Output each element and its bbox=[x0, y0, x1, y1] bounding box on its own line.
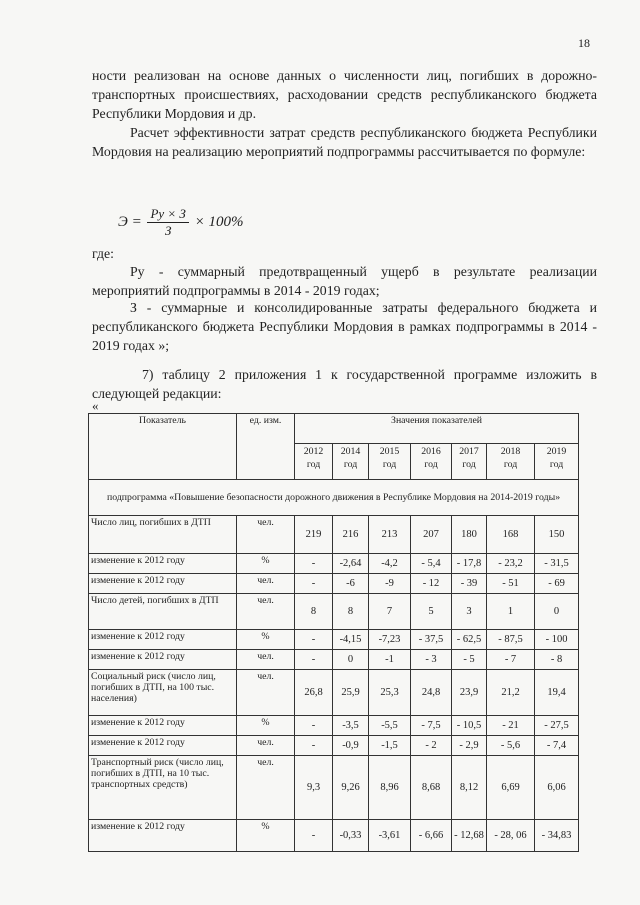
value-cell: - 7,4 bbox=[535, 736, 579, 756]
indicator-label: изменение к 2012 году bbox=[89, 736, 237, 756]
value-cell: - 12 bbox=[411, 574, 452, 594]
value-cell: - 87,5 bbox=[487, 630, 535, 650]
value-cell: 7 bbox=[369, 594, 411, 630]
indicator-label: изменение к 2012 году bbox=[89, 554, 237, 574]
value-cell: - 2 bbox=[411, 736, 452, 756]
table-row bbox=[89, 736, 579, 756]
formula-rhs: × 100% bbox=[194, 213, 244, 230]
value-cell: - 5,6 bbox=[487, 736, 535, 756]
indicator-label: изменение к 2012 году bbox=[89, 716, 237, 736]
unit-cell: % bbox=[237, 820, 295, 852]
value-cell: - 34,83 bbox=[535, 820, 579, 852]
value-cell: 9,3 bbox=[295, 756, 333, 820]
value-cell: 207 bbox=[411, 516, 452, 554]
value-cell: 150 bbox=[535, 516, 579, 554]
efficiency-formula bbox=[118, 206, 244, 239]
formula-denominator: З bbox=[164, 223, 172, 238]
value-cell: 23,9 bbox=[452, 670, 487, 716]
table-row bbox=[89, 716, 579, 736]
value-cell: 0 bbox=[535, 594, 579, 630]
year-value: 2019 bbox=[546, 446, 567, 457]
value-cell: -9 bbox=[369, 574, 411, 594]
value-cell: - 100 bbox=[535, 630, 579, 650]
value-cell: - 39 bbox=[452, 574, 487, 594]
table-row bbox=[89, 820, 579, 852]
value-cell: -3,61 bbox=[369, 820, 411, 852]
year-header bbox=[369, 444, 411, 480]
value-cell: 6,69 bbox=[487, 756, 535, 820]
year-value: 2014 bbox=[340, 446, 361, 457]
unit-cell: чел. bbox=[237, 650, 295, 670]
value-cell: -4,15 bbox=[333, 630, 369, 650]
value-cell: 0 bbox=[333, 650, 369, 670]
unit-cell: % bbox=[237, 630, 295, 650]
table-row bbox=[89, 594, 579, 630]
value-cell: - 3 bbox=[411, 650, 452, 670]
indicator-label: Транспортный риск (число лиц, погибших в ДТП, на 10 тыс. транспортных средств) bbox=[89, 756, 237, 820]
year-suffix: год bbox=[343, 459, 358, 470]
indicator-label: изменение к 2012 году bbox=[89, 650, 237, 670]
unit-cell: % bbox=[237, 554, 295, 574]
value-cell: -6 bbox=[333, 574, 369, 594]
value-cell: 19,4 bbox=[535, 670, 579, 716]
value-cell: -4,2 bbox=[369, 554, 411, 574]
value-cell: 26,8 bbox=[295, 670, 333, 716]
paragraph-where: где: bbox=[92, 246, 114, 261]
value-cell: - bbox=[295, 630, 333, 650]
year-header bbox=[535, 444, 579, 480]
value-cell: -0,9 bbox=[333, 736, 369, 756]
value-cell: - 10,5 bbox=[452, 716, 487, 736]
value-cell: - bbox=[295, 820, 333, 852]
year-header bbox=[452, 444, 487, 480]
value-cell: - 27,5 bbox=[535, 716, 579, 736]
formula-lhs: Э = bbox=[118, 213, 142, 230]
value-cell: -5,5 bbox=[369, 716, 411, 736]
value-cell: - 21 bbox=[487, 716, 535, 736]
value-cell: 24,8 bbox=[411, 670, 452, 716]
value-cell: - 69 bbox=[535, 574, 579, 594]
year-value: 2016 bbox=[421, 446, 441, 457]
value-cell: 9,26 bbox=[333, 756, 369, 820]
value-cell: - 2,9 bbox=[452, 736, 487, 756]
value-cell: 25,9 bbox=[333, 670, 369, 716]
year-header bbox=[487, 444, 535, 480]
unit-cell: чел. bbox=[237, 756, 295, 820]
value-cell: - bbox=[295, 650, 333, 670]
paragraph-py-definition: Ру - суммарный предотвращенный ущерб в результате реализации мероприятий подпрограммы в 2014 - 2019 годах; bbox=[92, 264, 597, 298]
open-quote: « bbox=[92, 398, 99, 413]
value-cell: - bbox=[295, 574, 333, 594]
table-row bbox=[89, 670, 579, 716]
indicators-table bbox=[88, 413, 579, 852]
formula-fraction bbox=[147, 206, 188, 239]
value-cell: - bbox=[295, 716, 333, 736]
unit-cell: % bbox=[237, 716, 295, 736]
header-unit: ед. изм. bbox=[237, 414, 295, 480]
year-suffix: год bbox=[549, 459, 564, 470]
value-cell: -3,5 bbox=[333, 716, 369, 736]
value-cell: -7,23 bbox=[369, 630, 411, 650]
unit-cell: чел. bbox=[237, 736, 295, 756]
value-cell: -2,64 bbox=[333, 554, 369, 574]
value-cell: 6,06 bbox=[535, 756, 579, 820]
indicator-label: Число лиц, погибших в ДТП bbox=[89, 516, 237, 554]
paragraph-methodology-end: ности реализован на основе данных о численности лиц, погибших в дорожно-транспортных происшествиях, расходовании средств республиканского бюджета Республики Мордовия и др. bbox=[92, 68, 597, 121]
value-cell: 3 bbox=[452, 594, 487, 630]
paragraph-efficiency-intro: Расчет эффективности затрат средств республиканского бюджета Республики Мордовия на реализацию мероприятий подпрограммы рассчитывается по формуле: bbox=[92, 125, 597, 159]
indicator-label: Число детей, погибших в ДТП bbox=[89, 594, 237, 630]
value-cell: 8,68 bbox=[411, 756, 452, 820]
paragraph-z-definition: З - суммарные и консолидированные затраты федерального бюджета и республиканского бюджета Республики Мордовия в рамках подпрограммы в 2014 - 2019 годах »; bbox=[92, 300, 597, 353]
year-suffix: год bbox=[424, 459, 438, 470]
value-cell: 8 bbox=[295, 594, 333, 630]
value-cell: - 51 bbox=[487, 574, 535, 594]
indicator-label: изменение к 2012 году bbox=[89, 820, 237, 852]
value-cell: 21,2 bbox=[487, 670, 535, 716]
indicator-label: Социальный риск (число лиц, погибших в ДТП, на 100 тыс. населения) bbox=[89, 670, 237, 716]
header-values: Значения показателей bbox=[295, 414, 579, 444]
year-value: 2015 bbox=[379, 446, 400, 457]
table-body bbox=[89, 480, 579, 852]
table-row bbox=[89, 574, 579, 594]
value-cell: - 6,66 bbox=[411, 820, 452, 852]
unit-cell: чел. bbox=[237, 574, 295, 594]
value-cell: 180 bbox=[452, 516, 487, 554]
value-cell: - 28, 06 bbox=[487, 820, 535, 852]
unit-cell: чел. bbox=[237, 516, 295, 554]
value-cell: - bbox=[295, 554, 333, 574]
value-cell: - 7,5 bbox=[411, 716, 452, 736]
value-cell: -0,33 bbox=[333, 820, 369, 852]
value-cell: - 62,5 bbox=[452, 630, 487, 650]
table-row bbox=[89, 650, 579, 670]
value-cell: 1 bbox=[487, 594, 535, 630]
value-cell: - 12,68 bbox=[452, 820, 487, 852]
year-suffix: год bbox=[306, 459, 321, 470]
year-header bbox=[411, 444, 452, 480]
table-row bbox=[89, 516, 579, 554]
value-cell: - bbox=[295, 736, 333, 756]
year-suffix: год bbox=[503, 459, 518, 470]
table-row bbox=[89, 756, 579, 820]
value-cell: 5 bbox=[411, 594, 452, 630]
unit-cell: чел. bbox=[237, 670, 295, 716]
year-suffix: год bbox=[382, 459, 397, 470]
value-cell: 219 bbox=[295, 516, 333, 554]
page-number: 18 bbox=[578, 36, 590, 50]
value-cell: 216 bbox=[333, 516, 369, 554]
value-cell: 8 bbox=[333, 594, 369, 630]
subprogram-row bbox=[89, 480, 579, 516]
paragraph-table-instruction: 7) таблицу 2 приложения 1 к государственной программе изложить в следующей редакции: bbox=[92, 367, 597, 401]
year-value: 2017 bbox=[459, 446, 479, 457]
value-cell: -1,5 bbox=[369, 736, 411, 756]
value-cell: - 8 bbox=[535, 650, 579, 670]
table-row bbox=[89, 554, 579, 574]
subprogram-title: подпрограмма «Повышение безопасности дорожного движения в Республике Мордовия на 2014-2019 годы» bbox=[89, 480, 579, 516]
value-cell: - 17,8 bbox=[452, 554, 487, 574]
value-cell: - 31,5 bbox=[535, 554, 579, 574]
unit-cell: чел. bbox=[237, 594, 295, 630]
header-indicator: Показатель bbox=[89, 414, 237, 480]
value-cell: - 23,2 bbox=[487, 554, 535, 574]
indicator-label: изменение к 2012 году bbox=[89, 630, 237, 650]
indicator-label: изменение к 2012 году bbox=[89, 574, 237, 594]
year-header bbox=[333, 444, 369, 480]
value-cell: 25,3 bbox=[369, 670, 411, 716]
value-cell: - 5 bbox=[452, 650, 487, 670]
year-value: 2012 bbox=[303, 446, 324, 457]
formula-numerator: Ру × З bbox=[147, 206, 188, 223]
table-row bbox=[89, 630, 579, 650]
year-value: 2018 bbox=[500, 446, 521, 457]
value-cell: - 37,5 bbox=[411, 630, 452, 650]
value-cell: -1 bbox=[369, 650, 411, 670]
year-suffix: год bbox=[462, 459, 476, 470]
value-cell: 168 bbox=[487, 516, 535, 554]
value-cell: 8,12 bbox=[452, 756, 487, 820]
year-header bbox=[295, 444, 333, 480]
value-cell: 8,96 bbox=[369, 756, 411, 820]
value-cell: 213 bbox=[369, 516, 411, 554]
value-cell: - 7 bbox=[487, 650, 535, 670]
value-cell: - 5,4 bbox=[411, 554, 452, 574]
